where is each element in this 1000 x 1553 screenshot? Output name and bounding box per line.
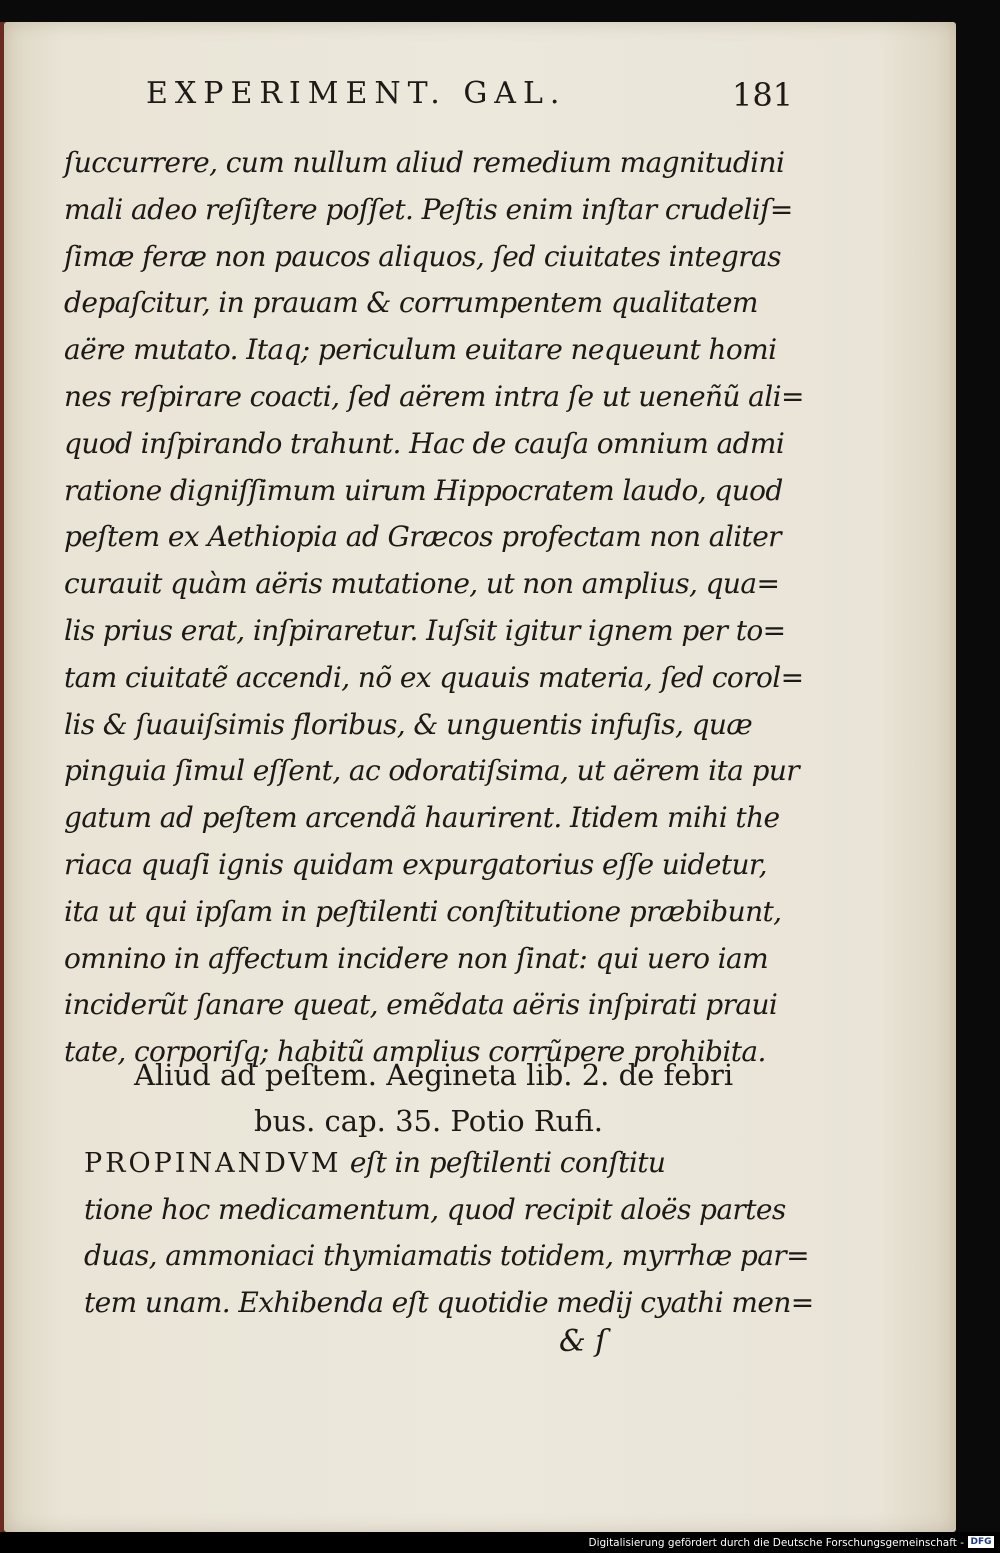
text-line: lis & ſuauiſsimis floribus, & unguentis infuſis, quæ bbox=[64, 707, 753, 741]
funding-note: Digitalisierung gefördert durch die Deutsche Forschungsgemeinschaft - bbox=[588, 1537, 964, 1549]
text-line: tem unam. Exhibenda eſt quotidie medij cyathi men= bbox=[84, 1285, 814, 1319]
running-head: EXPERIMENT. GAL. bbox=[146, 76, 567, 111]
initial-caps: PROPINANDVM bbox=[84, 1148, 342, 1179]
section-heading bbox=[134, 1052, 733, 1144]
catchword: & ſ bbox=[559, 1324, 607, 1359]
heading-line: bus. cap. 35. Potio Rufi. bbox=[254, 1104, 603, 1138]
text-line: ſimæ feræ non paucos aliquos, ſed ciuitates integras bbox=[64, 239, 781, 273]
paragraph-1 bbox=[64, 140, 804, 1076]
text-line bbox=[84, 1140, 804, 1187]
text-line: riaca quaſi ignis quidam expurgatorius eſſe uidetur, bbox=[64, 847, 767, 881]
text-line: aëre mutato. Itaq; periculum euitare nequeunt homi bbox=[64, 333, 777, 367]
text-line: tate, corporiſq; habitũ amplius corrũpere prohibita. bbox=[64, 1035, 766, 1069]
text-line: ſuccurrere, cum nullum aliud remedium magnitudini bbox=[64, 146, 785, 179]
heading-line: Aliud ad peſtem. Aegineta lib. 2. de febri bbox=[134, 1058, 734, 1092]
text-line: gatum ad peſtem arcendã haurirent. Itidem mihi the bbox=[64, 801, 780, 835]
text-line: mali adeo reſiſtere poſſet. Peſtis enim inſtar crudeliſ= bbox=[64, 192, 793, 226]
dfg-logo: DFG bbox=[968, 1536, 994, 1548]
text-line: inciderũt ſanare queat, emẽdata aëris inſpirati praui bbox=[64, 988, 778, 1022]
text-line: lis prius erat, inſpiraretur. Iuſsit igitur ignem per to= bbox=[64, 613, 786, 647]
text-line: quod inſpirando trahunt. Hac de cauſa omnium admi bbox=[64, 426, 785, 460]
text-line: ita ut qui ipſam in peſtilenti conſtitutione præbibunt, bbox=[64, 894, 782, 928]
text-line: peſtem ex Aethiopia ad Græcos profectam non aliter bbox=[64, 520, 781, 554]
text-run: eſt in peſtilenti conſtitu bbox=[341, 1146, 666, 1179]
text-line: nes reſpirare coacti, ſed aërem intra ſe ut ueneñũ ali= bbox=[64, 379, 804, 413]
text-line: curauit quàm aëris mutatione, ut non amplius, qua= bbox=[64, 567, 780, 601]
text-line: pinguia ſimul eſſent, ac odoratiſsima, ut aërem ita pur bbox=[64, 754, 800, 788]
text-line: omnino in affectum incidere non ſinat: qui uero iam bbox=[64, 941, 769, 975]
book-page bbox=[4, 22, 956, 1532]
text-line: depaſcitur, in prauam & corrumpentem qualitatem bbox=[64, 286, 758, 320]
page-number: 181 bbox=[732, 76, 794, 114]
text-line: tam ciuitatẽ accendi, nõ ex quauis materia, ſed corol= bbox=[64, 660, 804, 694]
paragraph-2 bbox=[84, 1140, 814, 1326]
text-line: duas, ammoniaci thymiamatis totidem, myrrhæ par= bbox=[84, 1239, 809, 1272]
text-line: tione hoc medicamentum, quod recipit aloës partes bbox=[84, 1192, 786, 1226]
text-line: ratione digniſſimum uirum Hippocratem laudo, quod bbox=[64, 473, 783, 507]
